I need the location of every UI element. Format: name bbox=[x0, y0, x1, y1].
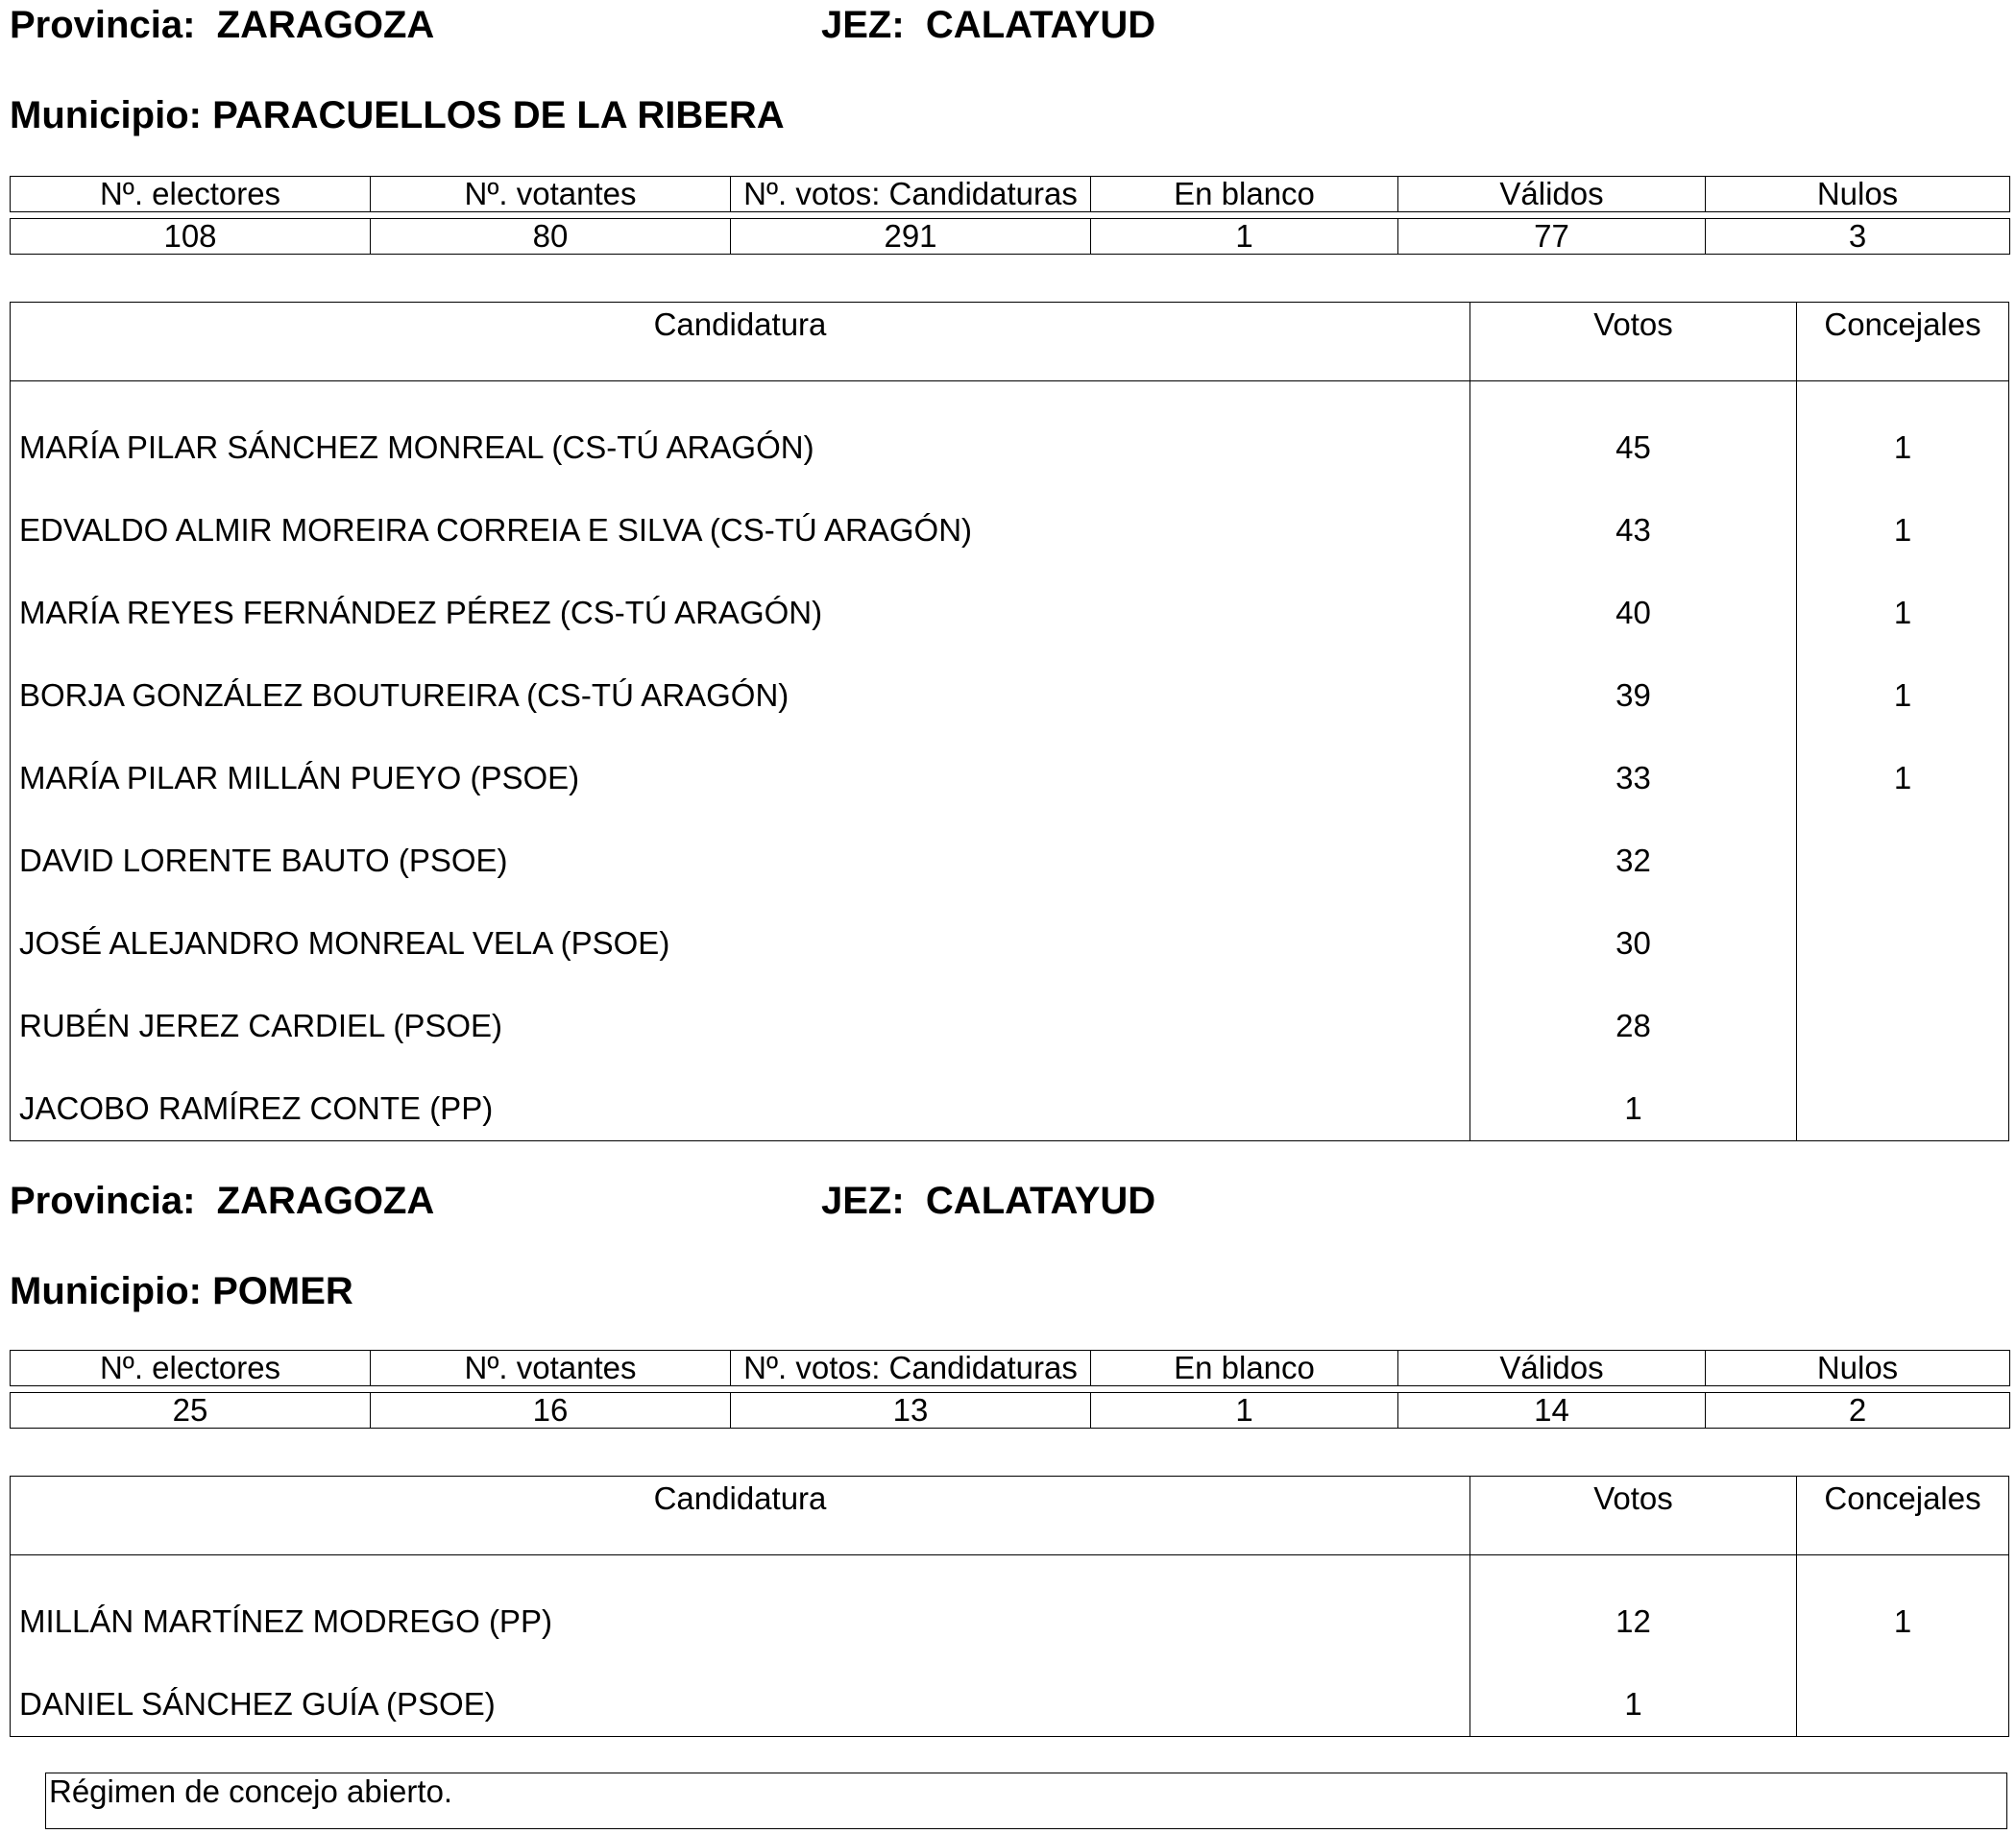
summary-table bbox=[10, 1350, 2010, 1429]
municipio-value: POMER bbox=[212, 1270, 353, 1312]
summary-header: En blanco bbox=[1091, 177, 1398, 212]
summary-header: Nº. votos: Candidaturas bbox=[731, 1351, 1091, 1386]
candidate-name: MILLÁN MARTÍNEZ MODREGO (PP) bbox=[11, 1555, 1470, 1653]
candidate-votes: 30 bbox=[1470, 893, 1797, 975]
candidate-concejales bbox=[1797, 810, 2008, 893]
candidate-concejales: 1 bbox=[1893, 677, 1912, 713]
candidate-concejales bbox=[1797, 893, 2008, 975]
candidates-table bbox=[10, 1476, 2009, 1737]
summary-header: Nº. votantes bbox=[371, 1351, 731, 1386]
candidates-table bbox=[10, 302, 2009, 1141]
summary-header: Válidos bbox=[1398, 1351, 1706, 1386]
summary-header: Nº. electores bbox=[11, 1351, 371, 1386]
summary-header: Nº. votantes bbox=[371, 177, 731, 212]
footnote-text: Régimen de concejo abierto. bbox=[49, 1773, 453, 1809]
candidate-concejales: 1 bbox=[1893, 595, 1912, 630]
candidate-votes: 45 bbox=[1470, 381, 1797, 479]
summary-table bbox=[10, 176, 2010, 255]
candidate-concejales: 1 bbox=[1893, 1603, 1912, 1639]
candidate-votes: 12 bbox=[1470, 1555, 1797, 1653]
candidate-concejales bbox=[1797, 975, 2008, 1058]
summary-header: Nº. votos: Candidaturas bbox=[731, 177, 1091, 212]
candidate-votes: 40 bbox=[1470, 562, 1797, 645]
summary-value: 3 bbox=[1706, 219, 2010, 255]
header-votos: Votos bbox=[1470, 303, 1797, 380]
candidate-name: DANIEL SÁNCHEZ GUÍA (PSOE) bbox=[11, 1653, 1470, 1736]
jez-value: CALATAYUD bbox=[925, 4, 1156, 46]
table-row bbox=[11, 810, 2008, 893]
candidate-name: BORJA GONZÁLEZ BOUTUREIRA (CS-TÚ ARAGÓN) bbox=[11, 645, 1470, 727]
summary-value-row bbox=[11, 1393, 2010, 1429]
candidate-name: JOSÉ ALEJANDRO MONREAL VELA (PSOE) bbox=[11, 893, 1470, 975]
summary-value: 291 bbox=[731, 219, 1091, 255]
summary-value: 108 bbox=[11, 219, 371, 255]
table-row bbox=[11, 479, 2008, 562]
table-row bbox=[11, 1058, 2008, 1140]
candidate-name: JACOBO RAMÍREZ CONTE (PP) bbox=[11, 1058, 1470, 1140]
provincia-heading: Provincia: ZARAGOZA bbox=[10, 4, 435, 46]
table-row bbox=[11, 727, 2008, 810]
provincia-value: ZARAGOZA bbox=[216, 1180, 435, 1222]
candidate-concejales: 1 bbox=[1893, 512, 1912, 548]
table-row bbox=[11, 381, 2008, 479]
candidate-votes: 1 bbox=[1470, 1058, 1797, 1140]
candidate-votes: 1 bbox=[1470, 1653, 1797, 1736]
summary-header: Nº. electores bbox=[11, 177, 371, 212]
summary-value: 16 bbox=[371, 1393, 731, 1429]
candidate-concejales: 1 bbox=[1893, 429, 1912, 465]
header-concejales: Concejales bbox=[1824, 306, 1981, 342]
summary-value: 13 bbox=[731, 1393, 1091, 1429]
summary-value: 1 bbox=[1091, 1393, 1398, 1429]
candidate-votes: 39 bbox=[1470, 645, 1797, 727]
summary-value: 80 bbox=[371, 219, 731, 255]
summary-header: Nulos bbox=[1706, 177, 2010, 212]
municipio-heading: Municipio: PARACUELLOS DE LA RIBERA bbox=[10, 94, 785, 136]
summary-value: 25 bbox=[11, 1393, 371, 1429]
municipio-value: PARACUELLOS DE LA RIBERA bbox=[212, 94, 785, 136]
footnote-box bbox=[45, 1773, 2007, 1829]
candidate-votes: 33 bbox=[1470, 727, 1797, 810]
table-row bbox=[11, 645, 2008, 727]
header-candidatura: Candidatura bbox=[11, 1477, 1470, 1554]
provincia-value: ZARAGOZA bbox=[216, 4, 435, 46]
summary-header: Nulos bbox=[1706, 1351, 2010, 1386]
summary-header-row bbox=[11, 1351, 2010, 1386]
table-row bbox=[11, 975, 2008, 1058]
candidate-name: MARÍA REYES FERNÁNDEZ PÉREZ (CS-TÚ ARAGÓN) bbox=[11, 562, 1470, 645]
table-row bbox=[11, 1653, 2008, 1736]
header-candidatura: Candidatura bbox=[11, 303, 1470, 380]
candidate-votes: 32 bbox=[1470, 810, 1797, 893]
summary-value-row bbox=[11, 219, 2010, 255]
candidate-concejales bbox=[1797, 1058, 2008, 1140]
candidate-name: DAVID LORENTE BAUTO (PSOE) bbox=[11, 810, 1470, 893]
municipio-heading: Municipio: POMER bbox=[10, 1270, 353, 1312]
header-votos: Votos bbox=[1470, 1477, 1797, 1554]
summary-value: 1 bbox=[1091, 219, 1398, 255]
summary-value: 14 bbox=[1398, 1393, 1706, 1429]
candidate-concejales bbox=[1797, 1653, 2008, 1736]
jez-value: CALATAYUD bbox=[925, 1180, 1156, 1222]
candidates-header-row bbox=[11, 1477, 2008, 1555]
summary-value: 77 bbox=[1398, 219, 1706, 255]
header-concejales: Concejales bbox=[1824, 1480, 1981, 1516]
candidate-votes: 43 bbox=[1470, 479, 1797, 562]
candidates-header-row bbox=[11, 303, 2008, 381]
jez-heading: JEZ: CALATAYUD bbox=[821, 1180, 1156, 1222]
candidate-name: EDVALDO ALMIR MOREIRA CORREIA E SILVA (CS-TÚ ARAGÓN) bbox=[11, 479, 1470, 562]
table-row bbox=[11, 562, 2008, 645]
candidate-name: RUBÉN JEREZ CARDIEL (PSOE) bbox=[11, 975, 1470, 1058]
table-row bbox=[11, 893, 2008, 975]
summary-header: En blanco bbox=[1091, 1351, 1398, 1386]
summary-header-row bbox=[11, 177, 2010, 212]
provincia-heading: Provincia: ZARAGOZA bbox=[10, 1180, 435, 1222]
candidate-votes: 28 bbox=[1470, 975, 1797, 1058]
table-row bbox=[11, 1555, 2008, 1653]
candidate-name: MARÍA PILAR MILLÁN PUEYO (PSOE) bbox=[11, 727, 1470, 810]
summary-value: 2 bbox=[1706, 1393, 2010, 1429]
candidate-concejales: 1 bbox=[1893, 760, 1912, 795]
summary-header: Válidos bbox=[1398, 177, 1706, 212]
jez-heading: JEZ: CALATAYUD bbox=[821, 4, 1156, 46]
candidate-name: MARÍA PILAR SÁNCHEZ MONREAL (CS-TÚ ARAGÓN) bbox=[11, 381, 1470, 479]
